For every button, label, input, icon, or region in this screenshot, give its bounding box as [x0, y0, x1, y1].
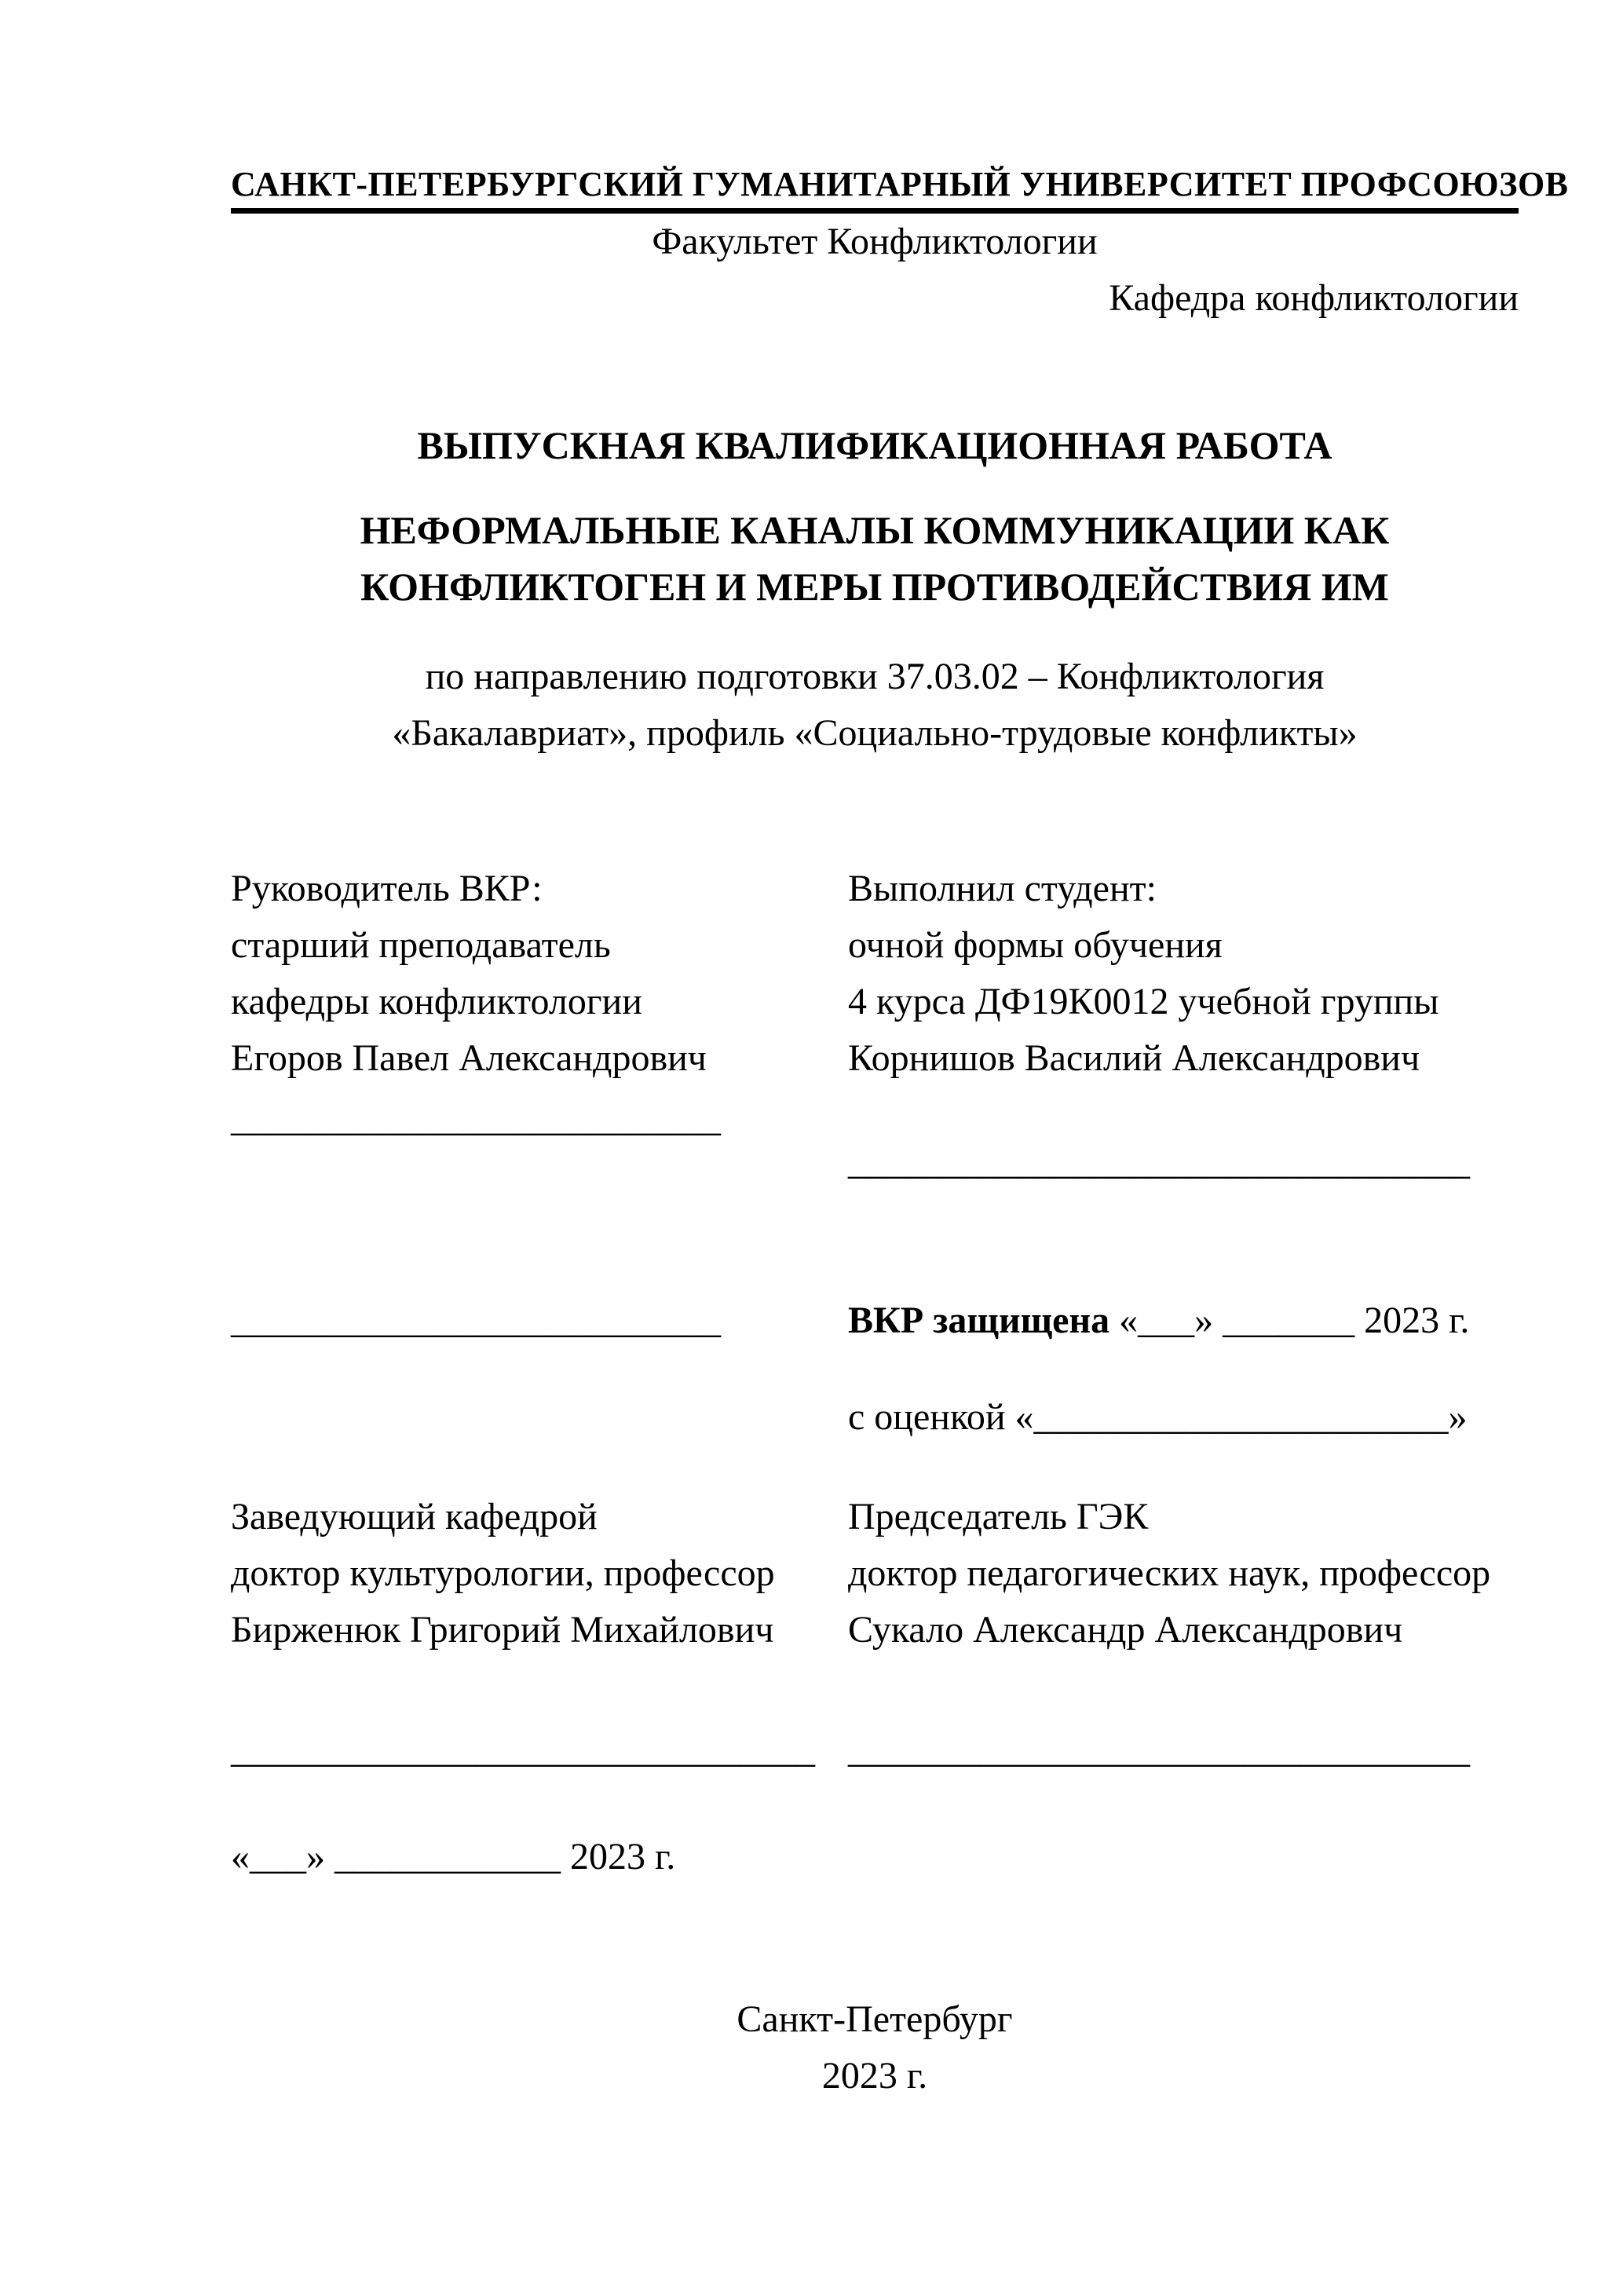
program-block: [231, 649, 1519, 762]
supervisor-signature-line-2: __________________________: [231, 1300, 721, 1341]
head-of-department-role: Заведующий кафедрой: [231, 1496, 598, 1537]
work-type-heading: ВЫПУСКНАЯ КВАЛИФИКАЦИОННАЯ РАБОТА: [417, 423, 1332, 467]
gek-chair-block: [848, 1489, 1519, 1658]
approval-date-row: [231, 1829, 1519, 1885]
student-block: [848, 861, 1519, 1087]
supervisor-name: Егоров Павел Александрович: [231, 1037, 707, 1079]
head-signature-line: _______________________________: [231, 1729, 815, 1771]
head-of-department-degree: доктор культурологии, профессор: [231, 1552, 775, 1594]
grade-blank-line: с оценкой «______________________»: [848, 1396, 1468, 1438]
signature-row-1: [231, 1091, 1519, 1183]
supervisor-role-label: Руководитель ВКР:: [231, 868, 543, 909]
supervisor-signature-line-1: __________________________: [231, 1098, 721, 1139]
thesis-title-line-1: НЕФОРМАЛЬНЫЕ КАНАЛЫ КОММУНИКАЦИИ КАК: [360, 508, 1390, 552]
gek-chair-role: Председатель ГЭК: [848, 1496, 1149, 1537]
student-group: 4 курса ДФ19К0012 учебной группы: [848, 981, 1439, 1022]
grade-row: [231, 1389, 1519, 1446]
thesis-title: [231, 502, 1519, 615]
thesis-title-line-2: КОНФЛИКТОГЕН И МЕРЫ ПРОТИВОДЕЙСТВИЯ ИМ: [360, 565, 1389, 609]
supervisor-department: кафедры конфликтологии: [231, 981, 642, 1022]
student-signature-line: _________________________________: [848, 1141, 1470, 1183]
defense-row: [231, 1292, 1519, 1349]
supervisor-block: [231, 861, 848, 1087]
signature-row-bottom: [231, 1722, 1519, 1779]
approval-row: [231, 1489, 1519, 1658]
defense-label: ВКР защищена: [848, 1300, 1110, 1341]
university-name: САНКТ-ПЕТЕРБУРГСКИЙ ГУМАНИТАРНЫЙ УНИВЕРСИТЕТ ПРОФСОЮЗОВ: [231, 165, 1569, 203]
year-label: 2023 г.: [821, 2055, 928, 2097]
city-name: Санкт-Петербург: [737, 1998, 1013, 2040]
footer-block: [231, 1991, 1519, 2104]
student-role-label: Выполнил студент:: [848, 868, 1157, 909]
gek-chair-name: Сукало Александр Александрович: [848, 1609, 1403, 1651]
student-name: Корнишов Василий Александрович: [848, 1037, 1420, 1079]
head-of-department-block: [231, 1489, 848, 1658]
defense-date-blank: «___» _______ 2023 г.: [1109, 1300, 1470, 1341]
student-study-form: очной формы обучения: [848, 924, 1223, 966]
program-profile: «Бакалавриат», профиль «Социально-трудовые конфликты»: [392, 712, 1358, 754]
faculty-name: Факультет Конфликтологии: [652, 221, 1098, 262]
header-rule: [231, 208, 1519, 214]
gek-chair-degree: доктор педагогических наук, профессор: [848, 1552, 1491, 1594]
department-name: Кафедра конфликтологии: [1109, 277, 1519, 319]
supervisor-position: старший преподаватель: [231, 924, 611, 966]
head-of-department-name: Бирженюк Григорий Михайлович: [231, 1609, 774, 1651]
program-direction: по направлению подготовки 37.03.02 – Конфликтология: [425, 656, 1325, 697]
people-row: [231, 861, 1519, 1087]
approval-date-line: «___» ____________ 2023 г.: [231, 1836, 676, 1877]
chair-signature-line: _________________________________: [848, 1729, 1470, 1771]
